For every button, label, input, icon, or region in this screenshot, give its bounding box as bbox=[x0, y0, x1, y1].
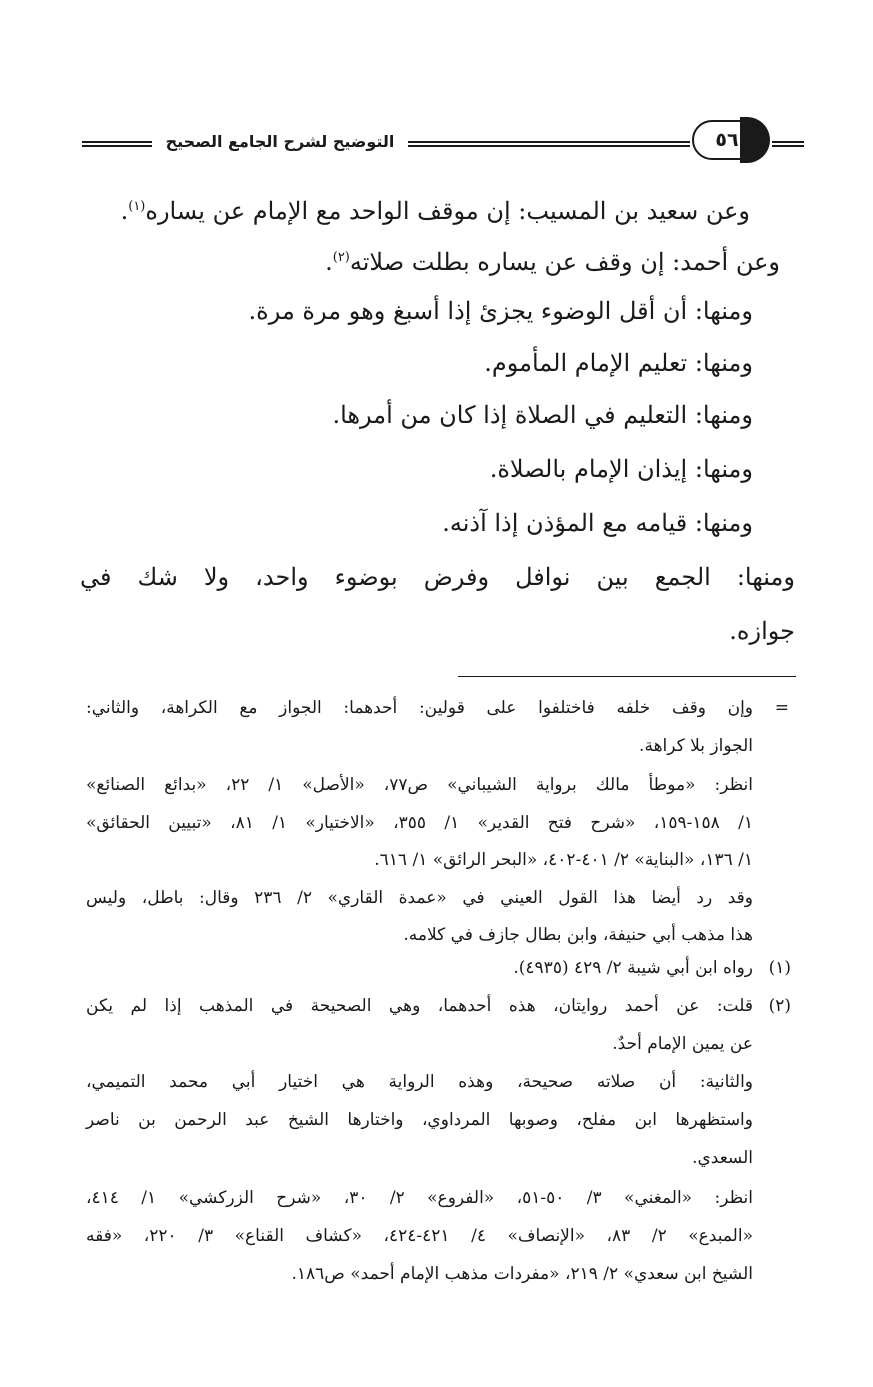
footnote-line: واستظهرها ابن مفلح، وصوبها المرداوي، واختارها الشيخ عبد الرحمن بن ناصر bbox=[86, 1110, 753, 1130]
footnote-line: عن يمين الإمام أحدٌ. bbox=[612, 1034, 753, 1054]
main-line-5: ومنها: التعليم في الصلاة إذا كان من أمرها. bbox=[332, 401, 753, 429]
page-number: ٥٦ bbox=[692, 120, 762, 160]
footnote-line: «المبدع» ٢/ ٨٣، «الإنصاف» ٤/ ٤٢١-٤٢٤، «كشاف القناع» ٣/ ٢٢٠، «فقه bbox=[86, 1226, 753, 1246]
footnote-line: هذا مذهب أبي حنيفة، وابن بطال جازف في كلامه. bbox=[403, 925, 753, 945]
footnote-line: انظر: «المغني» ٣/ ٥٠-٥١، «الفروع» ٢/ ٣٠، «شرح الزركشي» ١/ ٤١٤، bbox=[86, 1188, 753, 1208]
footnote-1-marker: (١) bbox=[768, 958, 791, 978]
footnote-continuation-mark: = bbox=[774, 698, 789, 718]
main-line-2: وعن أحمد: إن وقف عن يساره بطلت صلاته$^{(٢)}$. bbox=[325, 248, 780, 276]
footnote-ref-2: (٢) bbox=[332, 250, 350, 265]
footnote-line: الشيخ ابن سعدي» ٢/ ٢١٩، «مفردات مذهب الإمام أحمد» ص١٨٦. bbox=[291, 1264, 753, 1284]
footnote-ref-1: (١) bbox=[128, 199, 146, 214]
header-rule-left bbox=[82, 141, 152, 147]
main-line-1: وعن سعيد بن المسيب: إن موقف الواحد مع الإمام عن يساره$^{(١)}$. bbox=[120, 197, 750, 225]
footnote-line: والثانية: أن صلاته صحيحة، وهذه الرواية هي اختيار أبي محمد التميمي، bbox=[86, 1072, 753, 1092]
footnote-line: وقد رد أيضا هذا القول العيني في «عمدة القاري» ٢/ ٢٣٦ وقال: باطل، وليس bbox=[86, 888, 753, 908]
footnote-2-marker: (٢) bbox=[768, 996, 791, 1016]
footnote-line: انظر: «موطأ مالك برواية الشيباني» ص٧٧، «الأصل» ١/ ٢٢، «بدائع الصنائع» bbox=[86, 775, 753, 795]
footnote-line: وإن وقف خلفه فاختلفوا على قولين: أحدهما: الجواز مع الكراهة، والثاني: bbox=[86, 698, 753, 718]
main-line-9: جوازه. bbox=[729, 617, 795, 645]
running-header-title: التوضيح لشرح الجامع الصحيح bbox=[165, 132, 395, 151]
footnote-line: ١/ ١٥٨-١٥٩، «شرح فتح القدير» ١/ ٣٥٥، «الاختيار» ١/ ٨١، «تبيين الحقائق» bbox=[86, 813, 753, 833]
main-line-7: ومنها: قيامه مع المؤذن إذا آذنه. bbox=[442, 509, 753, 537]
main-line-4: ومنها: تعليم الإمام المأموم. bbox=[484, 349, 753, 377]
header-rule-right bbox=[772, 141, 804, 147]
main-line-8: ومنها: الجمع بين نوافل وفرض بوضوء واحد، ولا شك في bbox=[80, 563, 795, 591]
footnote-line: الجواز بلا كراهة. bbox=[639, 736, 753, 756]
footnote-separator bbox=[458, 676, 796, 677]
header-rule-middle bbox=[408, 141, 690, 147]
main-line-3: ومنها: أن أقل الوضوء يجزئ إذا أسبغ وهو مرة مرة. bbox=[248, 297, 753, 325]
footnote-line: قلت: عن أحمد روايتان، هذه أحدهما، وهي الصحيحة في المذهب إذا لم يكن bbox=[86, 996, 753, 1016]
main-line-6: ومنها: إيذان الإمام بالصلاة. bbox=[489, 455, 753, 483]
footnote-line: ١/ ١٣٦، «البناية» ٢/ ٤٠١-٤٠٢، «البحر الرائق» ١/ ٦١٦. bbox=[374, 850, 753, 870]
footnote-line: السعدي. bbox=[692, 1148, 753, 1168]
footnote-line: رواه ابن أبي شيبة ٢/ ٤٢٩ (٤٩٣٥). bbox=[513, 958, 753, 978]
